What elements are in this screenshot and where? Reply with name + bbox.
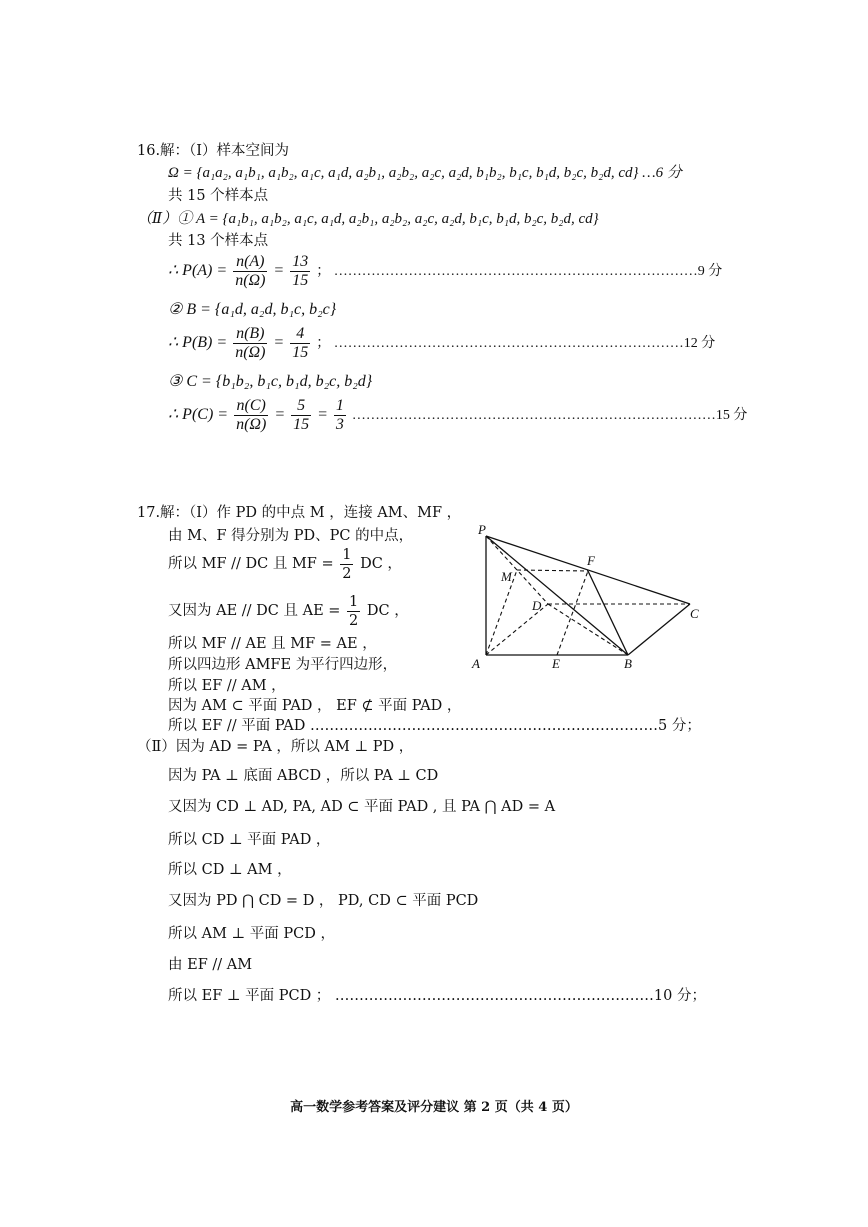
prob-a-lhs: ∴ P(A) = [168,262,228,279]
q16-sample-space: Ω = {a₁a₂, a₁b₁, a₁b₂, a₁c, a₁d, a₂b₁, a₂b₂, a₂c, a₂d, b₁b₂, b₁c, b₁d, b₂c, b₂d, cd} …6 分 [168,165,682,181]
prob-c-den3: 3 [335,415,344,433]
prob-a-den2: 15 [292,271,309,289]
label-c: C [690,606,699,621]
prob-c-num2: 5 [291,397,311,416]
prob-a-den1: n(Ω) [235,271,266,289]
q17-pa-perp-cd: 因为 PA ⊥ 底面 ABCD ，所以 PA ⊥ CD [168,768,439,784]
q17-mf-eq-ae: 所以 MF // AE 且 MF = AE ， [168,636,377,652]
q16-event-b: ② B = {a₁d, a₂d, b₁c, b₂c} [168,301,337,318]
label-e: E [552,656,560,671]
prob-a-num2: 13 [292,252,309,270]
prob-c-den1: n(Ω) [236,415,267,433]
q16-count-15: 共 15 个样本点 [168,188,269,204]
q17-cd-perp-ad: 又因为 CD ⊥ AD, PA, AD ⊂ 平面 PAD , 且 PA ⋂ AD = A [168,799,556,815]
prob-c-num1: n(C) [234,397,268,416]
page-footer: 高一数学参考答案及评分建议 第 2 页（共 4 页） [290,1100,578,1115]
q16-event-a: （Ⅱ）① A = {a₁b₁, a₁b₂, a₁c, a₁d, a₂b₁, a₂b₂, a₂c, a₂d, b₁c, b₁d, b₂c, b₂d, cd} [137,211,599,227]
q17-conclusion-1: 所以 EF // 平面 PAD ………………………………………………………………5 分； [168,718,701,734]
prob-a-num1: n(A) [233,253,267,272]
prob-b-num1: n(B) [233,325,267,344]
label-a: A [472,656,480,671]
q17-part-2-start: （Ⅱ）因为 AD = PA ，所以 AM ⊥ PD ， [137,739,414,755]
mf-line-b: DC ， [360,556,402,572]
label-b: B [624,656,632,671]
edge-bc [628,604,690,655]
q16-prob-c: ∴ P(C) = $\frac{n(C)}{n(\Omega)}$ = $\frac{5}{15}$ = $\frac{1}{3}$ ……………………………………………………………………15 分 [168,396,748,433]
q17-cd-perp-am: 所以 CD ⊥ AM ， [168,862,292,878]
mf-line-a: 所以 MF // DC 且 MF = [168,556,334,572]
prob-c-score: ……………………………………………………………………15 分 [351,408,748,423]
q17-ef-parallel-am: 所以 EF // AM ， [168,678,286,694]
q17-heading: 17.解：（Ⅰ）作 PD 的中点 M ，连接 AM、MF ， [137,505,462,521]
ae-half-den: 2 [349,612,359,629]
prob-b-den1: n(Ω) [235,343,266,361]
q17-ae-half-dc [168,592,409,630]
q17-am-in-plane: 因为 AM ⊂ 平面 PAD ， EF ⊄ 平面 PAD ， [168,698,462,714]
q16-heading: 16.解：（Ⅰ）样本空间为 [137,143,290,159]
prob-b-score: ； …………………………………………………………………12 分 [316,336,716,351]
q17-ef-par-am: 由 EF // AM [168,957,253,973]
mf-half-den: 2 [342,565,352,582]
q16-prob-b: ∴ P(B) = $\frac{n(B)}{n(\Omega)}$ = $\frac{4}{15}$ ； …………………………………………………………………12 分 [168,324,716,361]
prob-c-num3: 1 [335,396,344,414]
q17-mf-half-dc [168,545,402,583]
prob-c-den2: 15 [293,415,310,433]
mf-half-num: 1 [342,546,352,563]
ae-half-num: 1 [349,593,359,610]
label-d: D [532,598,542,613]
prob-c-lhs: ∴ P(C) = [168,406,229,423]
prob-b-lhs: ∴ P(B) = [168,334,228,351]
q16-event-c: ③ C = {b₁b₂, b₁c, b₁d, b₂c, b₂d} [168,373,373,390]
q17-am-perp-plane: 所以 AM ⊥ 平面 PCD ， [168,926,335,942]
q17-cd-perp-plane: 所以 CD ⊥ 平面 PAD ， [168,832,331,848]
label-p: P [478,522,486,537]
label-m: M [501,569,512,584]
q17-parallelogram: 所以四边形 AMFE 为平行四边形， [168,657,398,673]
q17-conclusion-2: 所以 EF ⊥ 平面 PCD ； …………………………………………………………10 分； [168,988,706,1004]
q16-prob-a: ∴ P(A) = $\frac{n(A)}{n(\Omega)}$ = $\frac{13}{15}$ ； ……………………………………………………………………9 分 [168,252,723,289]
ae-line-b: DC ， [366,603,409,619]
q16-count-13: 共 13 个样本点 [168,233,269,249]
label-f: F [587,553,595,568]
q17-midpoints: 由 M、F 得分别为 PD、PC 的中点， [168,528,414,544]
prob-a-score: ； ……………………………………………………………………9 分 [316,264,723,279]
ae-line-a: 又因为 AE // DC 且 AE = [168,603,341,619]
pyramid-figure [468,520,718,680]
prob-b-num2: 4 [290,325,310,344]
prob-b-den2: 15 [292,343,309,361]
q17-pd-cap-cd: 又因为 PD ⋂ CD = D ， PD, CD ⊂ 平面 PCD [168,893,479,909]
